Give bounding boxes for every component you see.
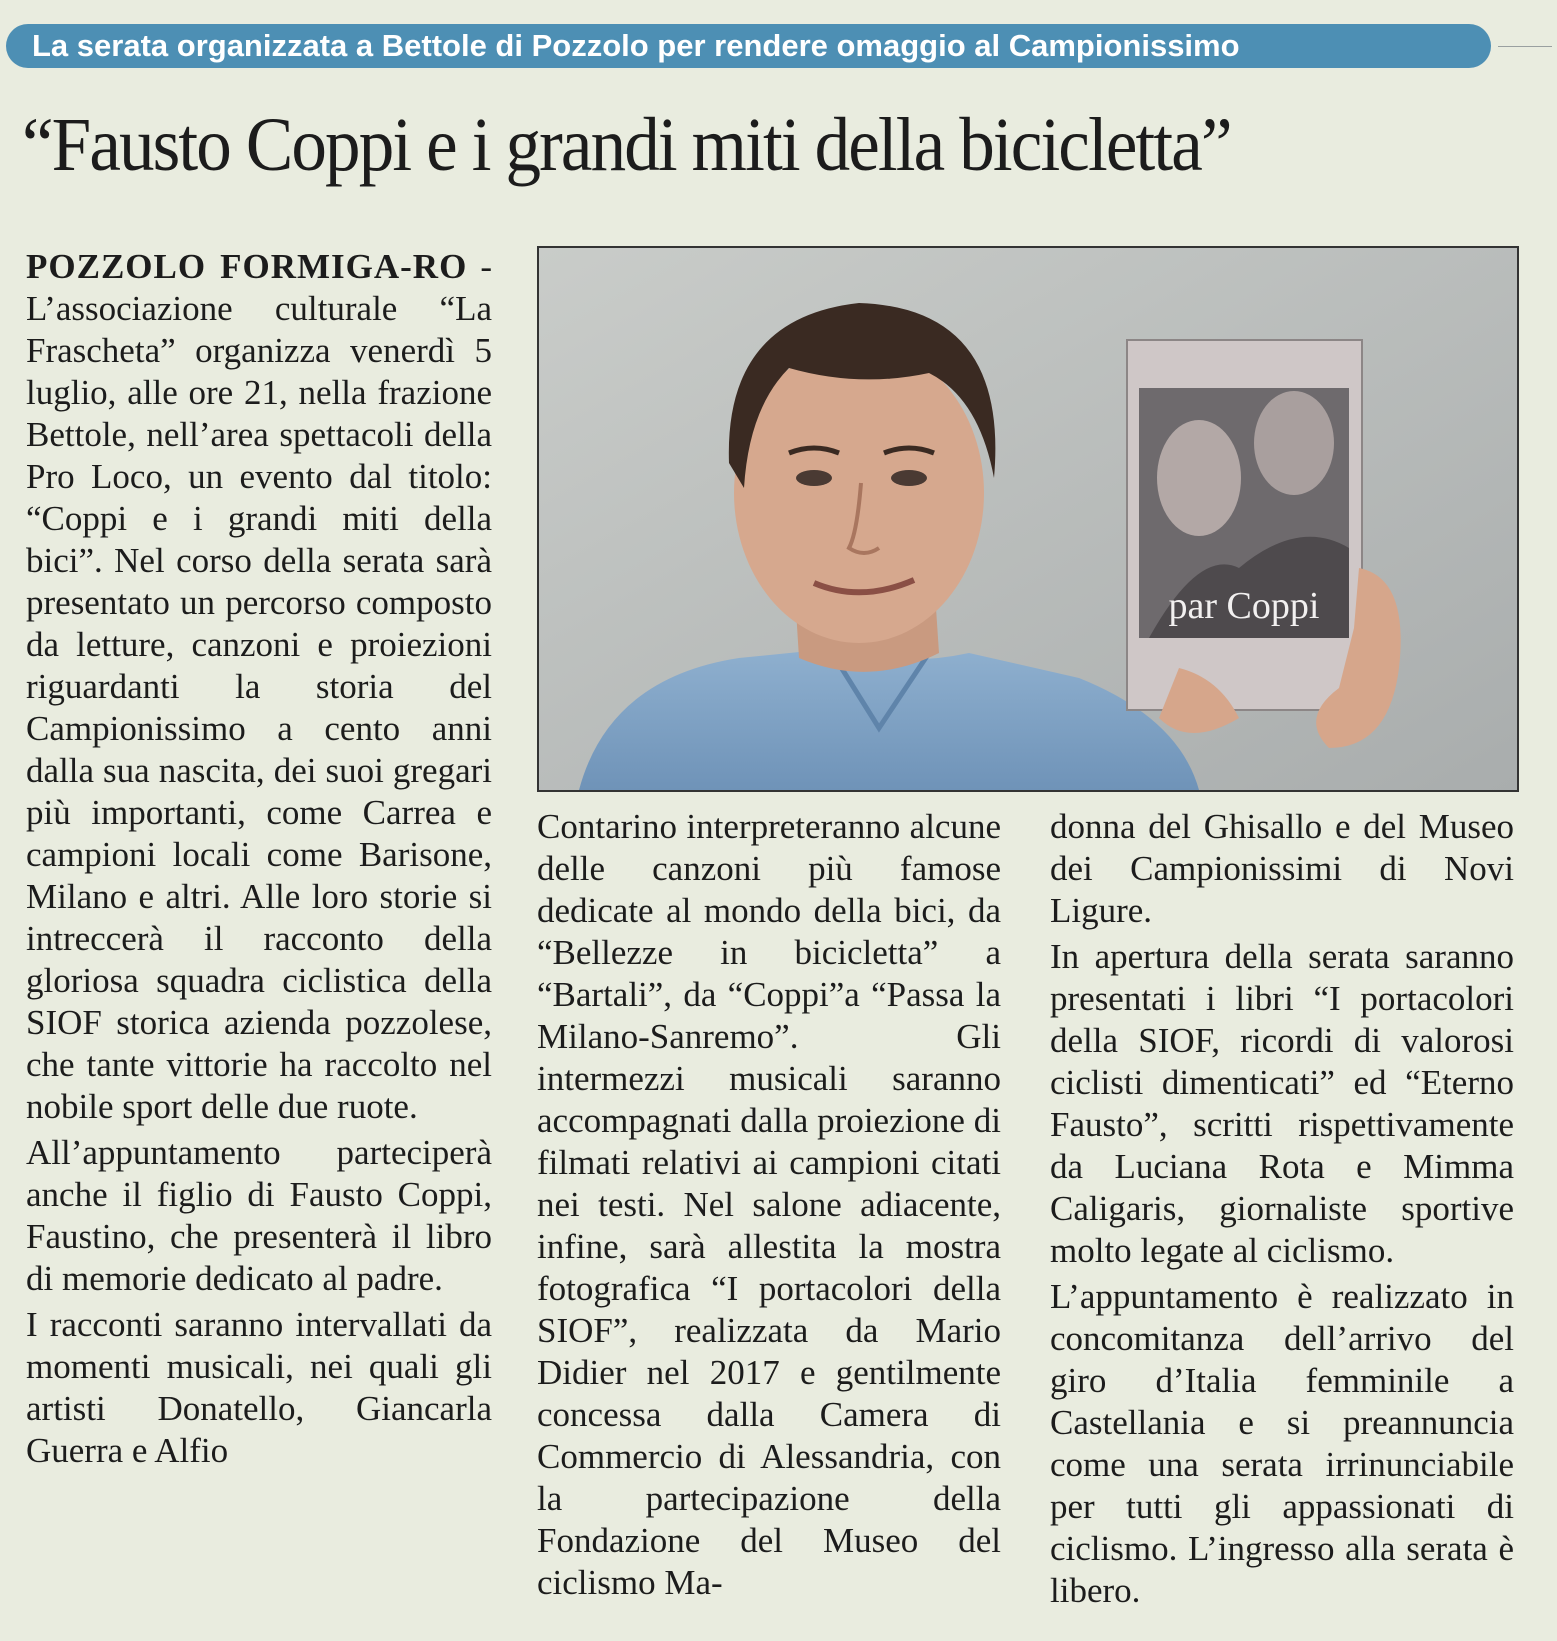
article-paragraph: All’appuntamento parteciperà anche il figlio di Fausto Coppi, Faustino, che presenterà il libro di memorie dedicato al padre. — [26, 1133, 492, 1298]
paragraph-text: - L’associazione culturale “La Frascheta” organizza venerdì 5 luglio, alle ore 21, nella frazione Bettole, nell’area spettacoli della Pro Loco, un evento dal titolo: “Coppi e i grandi miti della bici”. Nel corso della serata sarà presentato un percorso composto da letture, canzoni e proiezioni riguardanti la storia del Campionissimo a cento anni dalla sua nascita, dei suoi gregari più importanti, come Carrea e campioni locali come Barisone, Milano e altri. Alle loro storie si intreccerà il racconto della gloriosa squadra ciclistica della SIOF storica azienda pozzolese, che tante vittorie ha raccolto nel nobile sport delle due ruote. — [26, 247, 492, 1126]
portrait-illustration — [539, 248, 1517, 790]
article-paragraph: I racconti saranno intervallati da momenti musicali, nei quali gli artisti Donatello, Giancarla Guerra e Alfio — [26, 1305, 492, 1470]
article-paragraph: L’appuntamento è realizzato in concomitanza dell’arrivo del giro d’Italia femminile a Castellania e si preannuncia come una serata irrinunciabile per tutti gli appassionati di ciclismo. L’ingresso alla serata è libero. — [1050, 1277, 1514, 1610]
dateline: POZZOLO FORMIGA-RO — [26, 247, 468, 286]
article-photo — [537, 246, 1519, 792]
kicker-banner: La serata organizzata a Bettole di Pozzolo per rendere omaggio al Campionissimo — [6, 24, 1491, 68]
article-column-1 — [26, 246, 492, 1472]
book-shape — [1127, 340, 1362, 710]
book-title: par Coppi — [1168, 585, 1320, 627]
article-column-3 — [1050, 806, 1514, 1612]
kicker-rule — [1498, 46, 1552, 47]
article-paragraph — [26, 246, 492, 1128]
article-paragraph: In apertura della serata saranno presentati i libri “I portacolori della SIOF, ricordi di valorosi ciclisti dimenticati” ed “Eterno Fausto”, scritti rispettivamente da Luciana Rota e Mimma Caligaris, giornaliste sportive molto legate al ciclismo. — [1050, 937, 1514, 1270]
article-paragraph: donna del Ghisallo e del Museo dei Campionissimi di Novi Ligure. — [1050, 807, 1514, 930]
headline: “Fausto Coppi e i grandi miti della bicicletta” — [22, 103, 1231, 187]
article-paragraph: Contarino interpreteranno alcune delle canzoni più famose dedicate al mondo della bici, da “Bellezze in bicicletta” a “Bartali”, da “Coppi”a “Passa la Milano-Sanremo”. Gli intermezzi musicali saranno accompagnati dalla proiezione di filmati relativi ai campioni citati nei testi. Nel salone adiacente, infine, sarà allestita la mostra fotografica “I portacolori della SIOF”, realizzata da Mario Didier nel 2017 e gentilmente concessa dalla Camera di Commercio di Alessandria, con la partecipazione della Fondazione del Museo del ciclismo Ma- — [537, 807, 1001, 1602]
article-column-2 — [537, 806, 1001, 1604]
